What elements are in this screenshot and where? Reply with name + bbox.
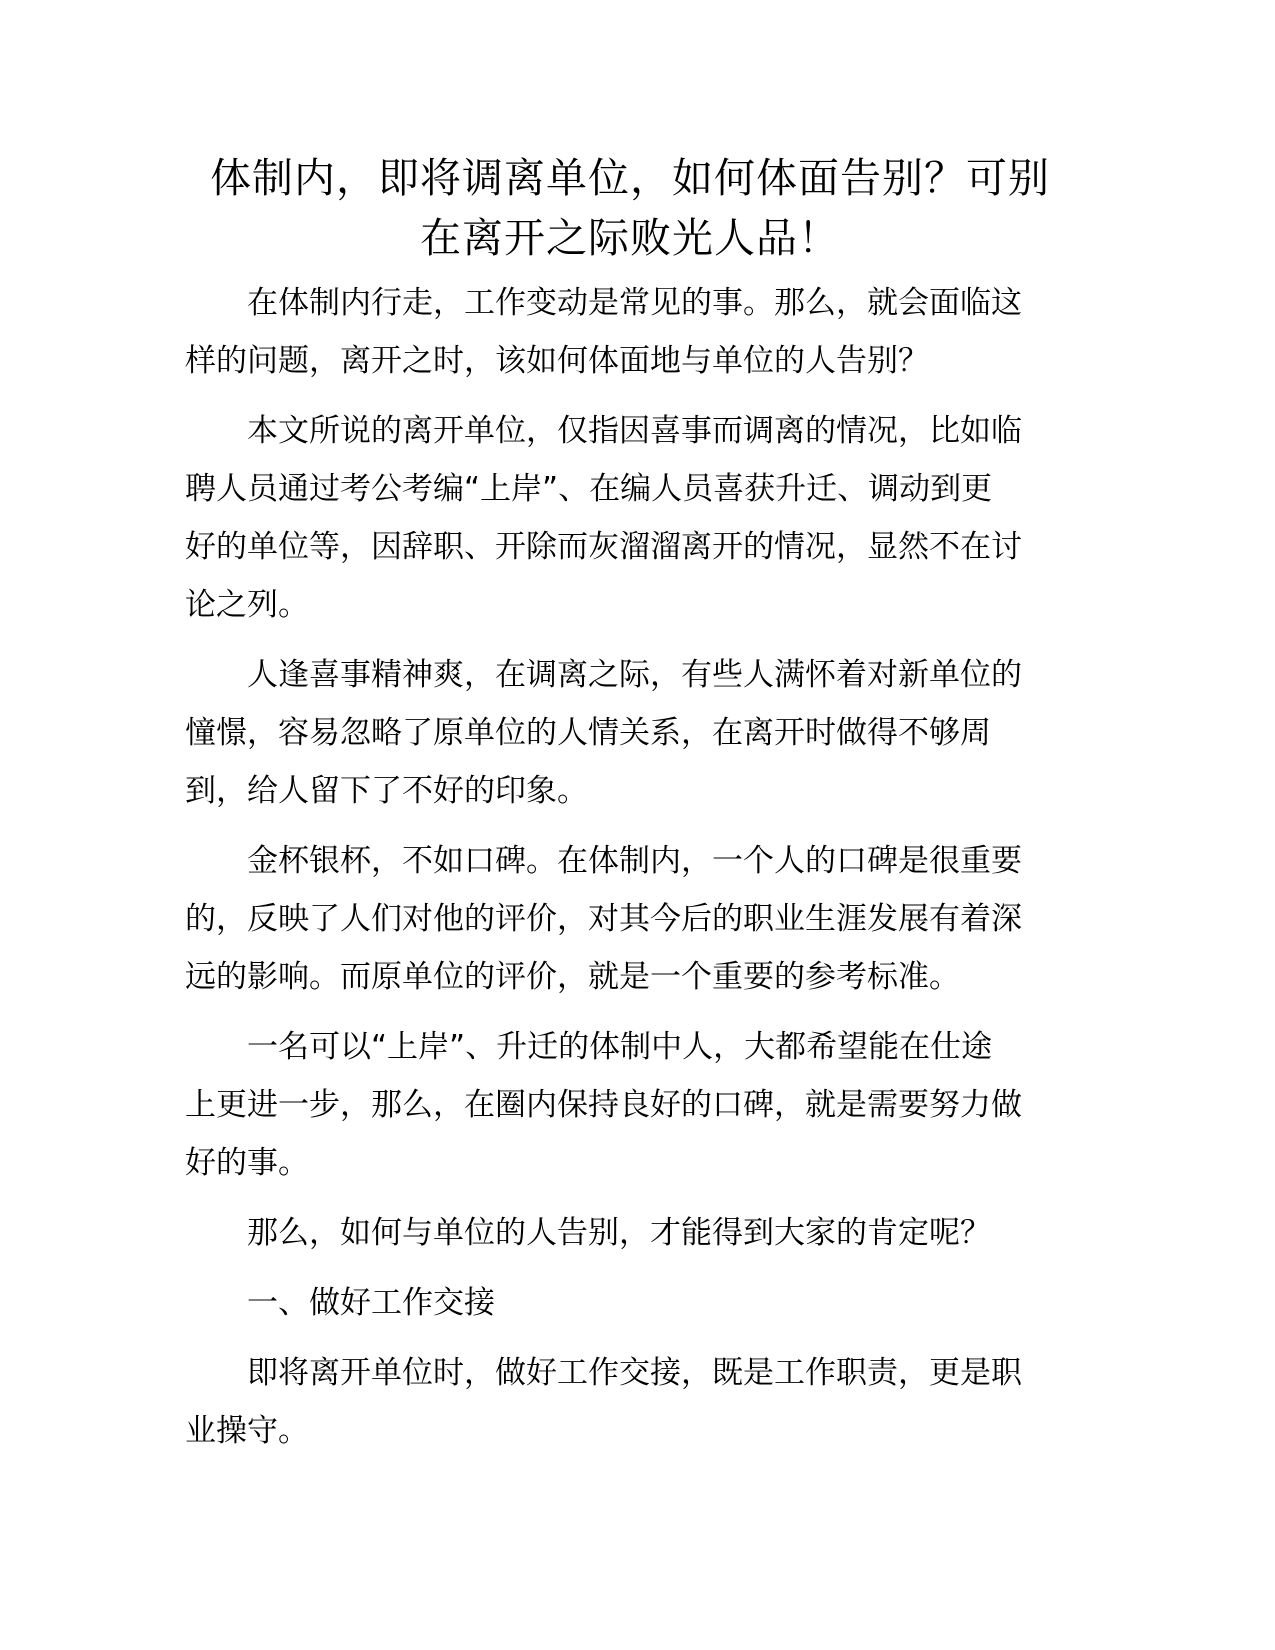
paragraph-2 <box>185 402 1065 634</box>
paragraph-3 <box>185 646 1065 820</box>
paragraph-line: 金杯银杯，不如口碑。在体制内，一个人的口碑是很重要 <box>247 843 1022 879</box>
paragraph-line: 的，反映了人们对他的评价，对其今后的职业生涯发展有着深 <box>185 901 1022 937</box>
paragraph-line: 憧憬，容易忽略了原单位的人情关系，在离开时做得不够周 <box>185 715 991 751</box>
paragraph-line: 到，给人留下了不好的印象。 <box>185 773 588 809</box>
paragraph-line: 业操守。 <box>185 1413 309 1449</box>
paragraph-1 <box>185 274 1065 390</box>
section-heading-1 <box>185 1274 1065 1332</box>
section-heading-line: 一、做好工作交接 <box>247 1285 495 1321</box>
paragraph-5 <box>185 1018 1065 1192</box>
paragraph-line: 聘人员通过考公考编“上岸”、在编人员喜获升迁、调动到更 <box>185 471 993 507</box>
paragraph-line: 好的事。 <box>185 1145 309 1181</box>
paragraph-line: 那么，如何与单位的人告别，才能得到大家的肯定呢？ <box>247 1215 991 1251</box>
paragraph-6 <box>185 1204 1065 1262</box>
paragraph-line: 样的问题，离开之时，该如何体面地与单位的人告别？ <box>185 343 929 379</box>
paragraph-7 <box>185 1344 1065 1460</box>
title-line-2: 在离开之际败光人品！ <box>420 214 840 262</box>
paragraph-line: 在体制内行走，工作变动是常见的事。那么，就会面临这 <box>247 285 1022 321</box>
paragraph-line: 上更进一步，那么，在圈内保持良好的口碑，就是需要努力做 <box>185 1087 1022 1123</box>
paragraph-line: 好的单位等，因辞职、开除而灰溜溜离开的情况，显然不在讨 <box>185 529 1022 565</box>
paragraph-line: 一名可以“上岸”、升迁的体制中人，大都希望能在仕途 <box>247 1029 993 1065</box>
paragraph-line: 论之列。 <box>185 587 309 623</box>
article-body <box>185 274 1065 1472</box>
paragraph-line: 即将离开单位时，做好工作交接，既是工作职责，更是职 <box>247 1355 1022 1391</box>
paragraph-line: 本文所说的离开单位，仅指因喜事而调离的情况，比如临 <box>247 413 1022 449</box>
paragraph-4 <box>185 832 1065 1006</box>
paragraph-line: 人逢喜事精神爽，在调离之际，有些人满怀着对新单位的 <box>247 657 1022 693</box>
article-title <box>180 148 1080 268</box>
paragraph-line: 远的影响。而原单位的评价，就是一个重要的参考标准。 <box>185 959 960 995</box>
title-line-1: 体制内，即将调离单位，如何体面告别？可别 <box>210 154 1050 202</box>
